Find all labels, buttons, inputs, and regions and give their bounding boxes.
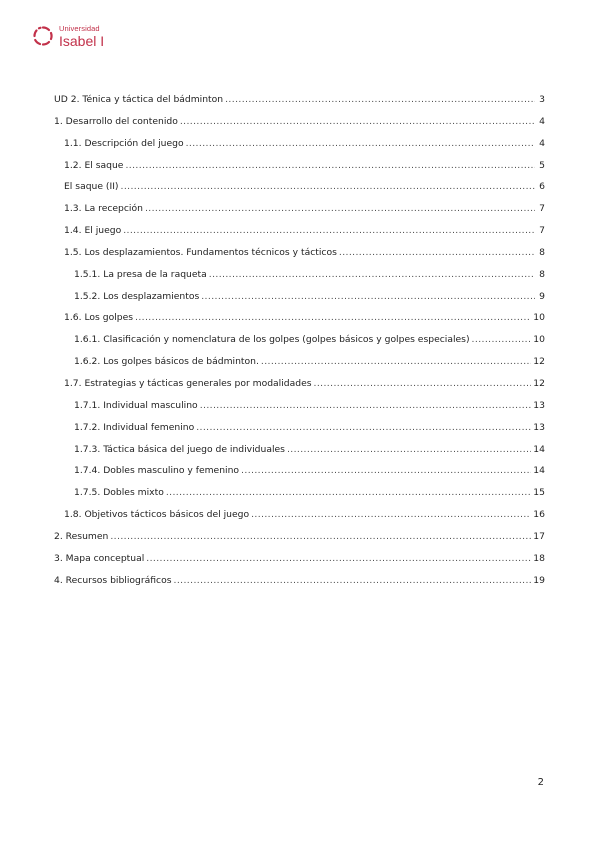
toc-dot-leader — [472, 329, 532, 351]
toc-entry[interactable] — [54, 417, 545, 439]
toc-entry-title: 1.5. Los desplazamientos. Fundamentos técnicos y tácticos — [64, 246, 337, 258]
university-logo — [32, 25, 104, 48]
toc-dot-leader — [135, 307, 531, 329]
toc-entry[interactable] — [54, 570, 545, 592]
toc-entry-title: El saque (II) — [64, 181, 119, 193]
logo-university-label: Universidad — [59, 24, 100, 33]
toc-entry-title: 1.5.2. Los desplazamientos — [74, 290, 200, 302]
toc-entry-page: 9 — [539, 290, 545, 302]
toc-entry-page: 13 — [533, 399, 545, 411]
toc-dot-leader — [166, 482, 531, 504]
toc-dot-leader — [121, 176, 535, 198]
toc-entry-page: 7 — [539, 203, 545, 215]
toc-entry-title: 1.7.3. Táctica básica del juego de individuales — [74, 443, 285, 455]
toc-entry-page: 4 — [539, 137, 545, 149]
toc-entry[interactable] — [54, 526, 545, 548]
toc-entry[interactable] — [54, 460, 545, 482]
toc-entry-page: 10 — [533, 312, 545, 324]
toc-dot-leader — [339, 242, 535, 264]
toc-dot-leader — [314, 373, 532, 395]
toc-dot-leader — [209, 264, 535, 286]
toc-entry-page: 12 — [533, 377, 545, 389]
toc-entry-title: 1.7. Estrategias y tácticas generales por modalidades — [64, 377, 312, 389]
toc-dot-leader — [110, 526, 531, 548]
toc-entry[interactable] — [54, 89, 545, 111]
toc-entry-page: 8 — [539, 246, 545, 258]
toc-entry-page: 6 — [539, 181, 545, 193]
toc-entry-title: 1.2. El saque — [64, 159, 124, 171]
toc-entry-title: 1.7.5. Dobles mixto — [74, 487, 164, 499]
toc-entry-page: 7 — [539, 225, 545, 237]
toc-entry-page: 10 — [533, 334, 545, 346]
toc-entry-title: 4. Recursos bibliográficos — [54, 574, 172, 586]
toc-entry-page: 16 — [533, 509, 545, 521]
toc-dot-leader — [145, 198, 535, 220]
toc-dot-leader — [241, 460, 531, 482]
toc-entry-title: 1.6.1. Clasificación y nomenclatura de los golpes (golpes básicos y golpes especiales) — [74, 334, 470, 346]
toc-entry-title: 1.7.1. Individual masculino — [74, 399, 198, 411]
toc-entry-title: 1.8. Objetivos tácticos básicos del juego — [64, 509, 250, 521]
toc-entry-page: 18 — [533, 552, 545, 564]
toc-dot-leader — [186, 133, 535, 155]
toc-entry[interactable] — [54, 133, 545, 155]
toc-dot-leader — [174, 570, 532, 592]
toc-entry-page: 5 — [539, 159, 545, 171]
toc-entry-title: 1.5.1. La presa de la raqueta — [74, 268, 207, 280]
page-number: 2 — [537, 777, 544, 788]
toc-entry-title: 1. Desarrollo del contenido — [54, 115, 178, 127]
toc-entry-title: 1.1. Descripción del juego — [64, 137, 184, 149]
toc-entry-page: 14 — [533, 443, 545, 455]
toc-entry-title: 3. Mapa conceptual — [54, 552, 145, 564]
toc-entry[interactable] — [54, 264, 545, 286]
toc-entry[interactable] — [54, 286, 545, 308]
toc-entry-page: 13 — [533, 421, 545, 433]
toc-dot-leader — [123, 220, 535, 242]
toc-entry-title: 1.3. La recepción — [64, 203, 143, 215]
toc-entry-page: 15 — [533, 487, 545, 499]
toc-entry[interactable] — [54, 329, 545, 351]
toc-entry[interactable] — [54, 482, 545, 504]
logo-ring-icon — [32, 25, 54, 47]
toc-entry-page: 17 — [533, 530, 545, 542]
toc-entry[interactable] — [54, 111, 545, 133]
toc-entry-title: 2. Resumen — [54, 530, 109, 542]
table-of-contents — [54, 89, 545, 591]
toc-dot-leader — [180, 111, 535, 133]
toc-entry-title: UD 2. Ténica y táctica del bádminton — [54, 94, 224, 105]
toc-entry[interactable] — [54, 395, 545, 417]
toc-dot-leader — [125, 155, 535, 177]
toc-entry-page: 4 — [539, 115, 545, 127]
toc-dot-leader — [287, 439, 531, 461]
toc-entry-page: 19 — [533, 574, 545, 586]
toc-dot-leader — [201, 286, 535, 308]
toc-entry-page: 14 — [533, 465, 545, 477]
toc-entry-title: 1.7.4. Dobles masculino y femenino — [74, 465, 240, 477]
toc-entry-title: 1.6.2. Los golpes básicos de bádminton. — [74, 356, 259, 368]
toc-dot-leader — [146, 548, 531, 570]
toc-entry-title: 1.6. Los golpes — [64, 312, 134, 324]
toc-entry[interactable] — [54, 548, 545, 570]
toc-entry-page: 3 — [539, 94, 545, 105]
toc-entry[interactable] — [54, 307, 545, 329]
toc-entry-title: 1.7.2. Individual femenino — [74, 421, 195, 433]
toc-dot-leader — [261, 351, 531, 373]
toc-entry[interactable] — [54, 198, 545, 220]
toc-entry[interactable] — [54, 351, 545, 373]
toc-entry[interactable] — [54, 373, 545, 395]
toc-dot-leader — [196, 417, 531, 439]
toc-entry[interactable] — [54, 439, 545, 461]
toc-dot-leader — [251, 504, 531, 526]
toc-dot-leader — [200, 395, 532, 417]
toc-entry[interactable] — [54, 220, 545, 242]
toc-entry-page: 8 — [539, 268, 545, 280]
logo-name-label: Isabel I — [59, 32, 105, 49]
toc-entry[interactable] — [54, 504, 545, 526]
toc-entry-title: 1.4. El juego — [64, 225, 122, 237]
toc-entry-page: 12 — [533, 356, 545, 368]
toc-dot-leader — [225, 89, 535, 111]
toc-entry[interactable] — [54, 242, 545, 264]
toc-entry[interactable] — [54, 176, 545, 198]
toc-entry[interactable] — [54, 155, 545, 177]
